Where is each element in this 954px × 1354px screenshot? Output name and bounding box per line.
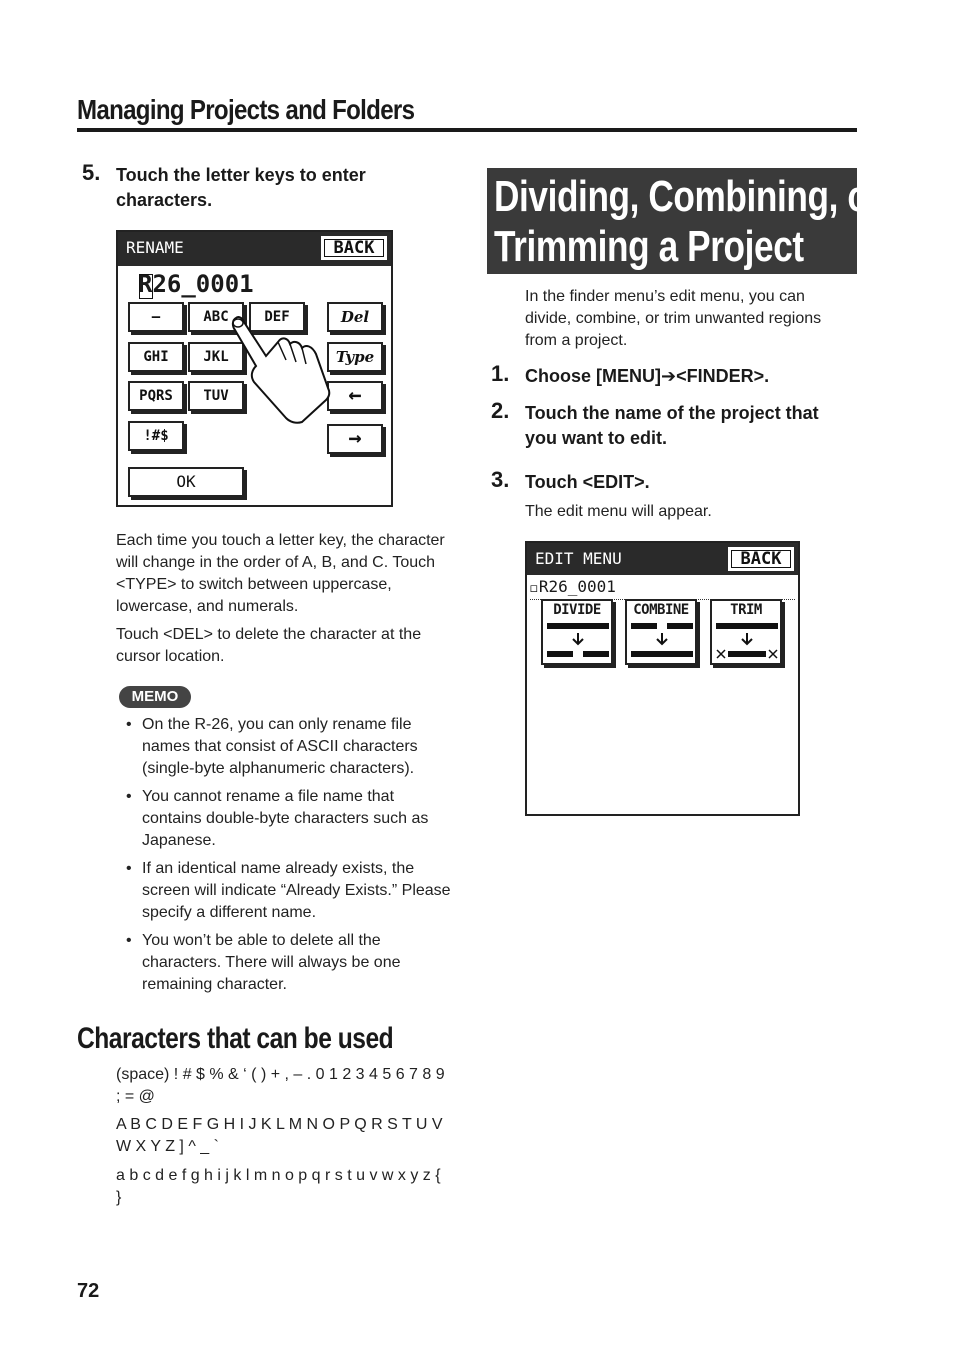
key-symbols[interactable]: !#$: [128, 421, 184, 451]
title-line: Trimming a Project: [494, 222, 804, 271]
key-abc[interactable]: ABC: [188, 302, 244, 332]
memo-badge: MEMO: [119, 686, 191, 708]
step-3: [491, 467, 855, 495]
key-del[interactable]: Del: [327, 302, 383, 332]
trim-button[interactable]: [710, 599, 782, 665]
key-def[interactable]: DEF: [249, 302, 305, 332]
project-name: R26_0001: [538, 577, 616, 596]
page-number: 72: [77, 1280, 100, 1302]
key-type[interactable]: Type: [327, 342, 383, 372]
pointing-hand-icon: [226, 314, 336, 426]
divide-button[interactable]: [541, 599, 613, 665]
step-text: Touch the letter keys to enter characters.: [116, 165, 366, 210]
trim-label: TRIM: [730, 602, 762, 618]
step-5: [82, 160, 416, 213]
key-tuv[interactable]: TUV: [188, 381, 244, 411]
chars-line: a b c d e f g h i j k l m n o p q r s t u v w x y z { }: [116, 1167, 441, 1206]
step-text: Choose [MENU]➔<FINDER>.: [525, 366, 770, 386]
memo-item: • You cannot rename a file name that contains double-byte characters such as Japanese.: [126, 786, 456, 852]
step-number: 5.: [82, 160, 101, 185]
title-line: Dividing, Combining, or: [494, 172, 882, 221]
chapter-title-text: [494, 172, 882, 272]
section-title: Managing Projects and Folders: [77, 94, 415, 125]
step-number: 3.: [491, 467, 510, 492]
edit-title: EDIT MENU: [535, 549, 622, 568]
rename-screen: [116, 230, 393, 507]
step-number: 2.: [491, 398, 510, 423]
memo-item: • You won’t be able to delete all the characters. There will always be one remaining character.: [126, 930, 456, 996]
divide-label: DIVIDE: [553, 602, 601, 618]
step-2: [491, 398, 855, 451]
chapter-title: [487, 168, 882, 274]
back-button[interactable]: BACK: [728, 547, 794, 571]
intro-text: In the finder menu’s edit menu, you can divide, combine, or trim unwanted regions from a project.: [525, 288, 822, 349]
key-dash[interactable]: –: [128, 302, 184, 332]
section-header: [77, 92, 857, 132]
step-text: Touch the name of the project that you want to edit.: [525, 403, 819, 448]
memo-item: • If an identical name already exists, the screen will indicate “Already Exists.” Please specify a different name.: [126, 858, 456, 924]
edit-menu-screen: [525, 541, 800, 816]
project-name-row: [530, 577, 795, 600]
step-number: 1.: [491, 361, 510, 386]
rename-title-bar: [118, 232, 391, 266]
back-button[interactable]: BACK: [321, 236, 387, 260]
key-ghi[interactable]: GHI: [128, 342, 184, 372]
edit-title-bar: [527, 543, 798, 575]
memo-item: • On the R-26, you can only rename file names that consist of ASCII characters (single-byte alphanumeric characters).: [126, 714, 456, 780]
step-3-result: The edit menu will appear.: [525, 503, 712, 520]
chars-line: (space) ! # $ % & ‘ ( ) + , – . 0 1 2 3 4 5 6 7 8 9 ; = @: [116, 1066, 445, 1105]
combine-label: COMBINE: [633, 602, 689, 618]
project-icon: ◻: [530, 581, 538, 596]
paragraph: Each time you touch a letter key, the character will change in the order of A, B, and C. Touch <TYPE> to switch between uppercase, lowercase, and numerals.: [116, 532, 445, 615]
key-pqrs[interactable]: PQRS: [128, 381, 184, 411]
key-jkl[interactable]: JKL: [188, 342, 244, 372]
cursor-box: [139, 274, 153, 299]
key-left-arrow[interactable]: ←: [327, 381, 383, 411]
divide-icon: [547, 621, 609, 661]
rename-title: RENAME: [126, 238, 184, 257]
characters-title: Characters that can be used: [77, 1022, 394, 1055]
paragraph: Touch <DEL> to delete the character at the cursor location.: [116, 626, 422, 665]
rename-explanation: [116, 530, 446, 668]
ok-button[interactable]: OK: [128, 467, 244, 497]
chars-line: A B C D E F G H I J K L M N O P Q R S T U V W X Y Z ] ^ _ `: [116, 1116, 443, 1155]
name-display: [138, 270, 254, 298]
name-value: R26_0001: [138, 270, 254, 298]
step-text: Touch <EDIT>.: [525, 472, 650, 492]
step-1: [491, 361, 855, 389]
trim-icon: [716, 621, 778, 661]
combine-icon: [631, 621, 693, 661]
combine-button[interactable]: [625, 599, 697, 665]
key-right-arrow[interactable]: →: [327, 424, 383, 454]
memo-list: [126, 714, 456, 1002]
